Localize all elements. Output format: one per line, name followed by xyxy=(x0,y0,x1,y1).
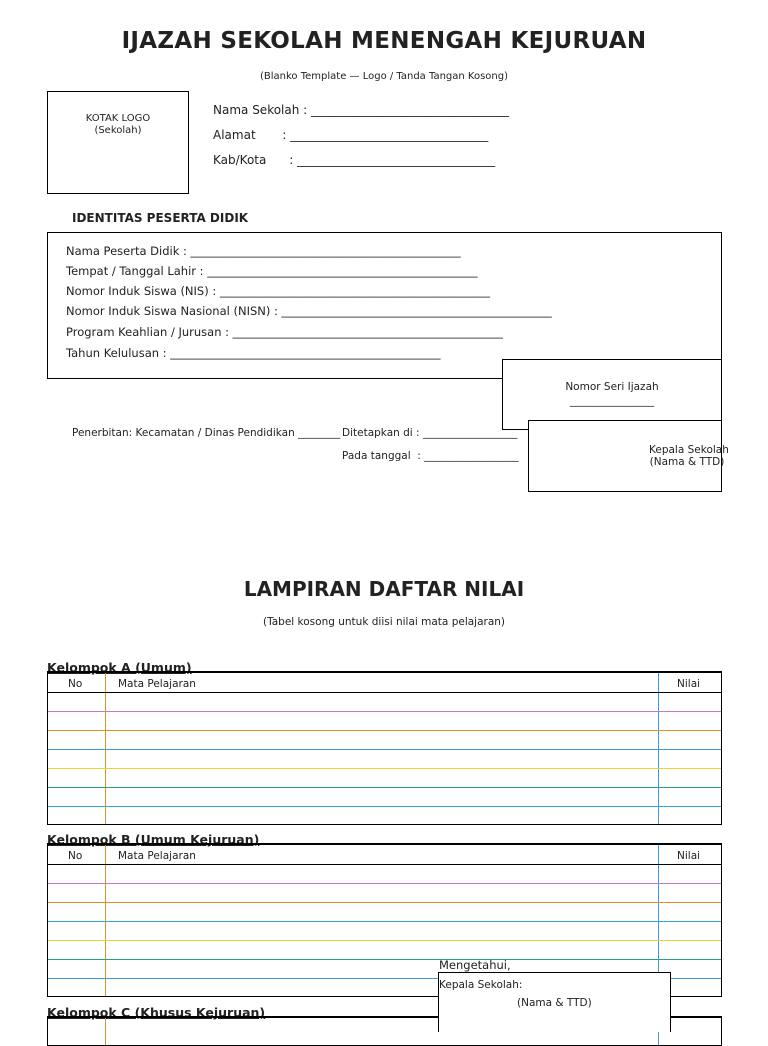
table-header xyxy=(48,845,721,864)
group-b-label: Kelompok B (Umum Kejuruan) xyxy=(47,832,260,847)
acknowledge-sign-note: (Nama & TTD) xyxy=(517,997,592,1009)
appendix-subtitle: (Tabel kosong untuk diisi nilai mata pelajaran) xyxy=(262,616,506,628)
col-no-divider xyxy=(105,1018,106,1045)
graduation-year-field: Tahun Kelulusan : _______________________________________________ xyxy=(66,346,441,360)
table-row xyxy=(48,864,721,865)
logo-box xyxy=(47,91,189,194)
principal-signature-text xyxy=(649,444,729,468)
student-name-field: Nama Peserta Didik : _______________________________________________ xyxy=(66,244,461,258)
table-row xyxy=(48,883,721,884)
program-field: Program Keahlian / Jurusan : _______________________________________________ xyxy=(66,325,503,339)
document-title: IJAZAH SEKOLAH MENENGAH KEJURUAN xyxy=(121,28,647,54)
school-regency-field: Kab/Kota : _________________________________ xyxy=(213,153,496,167)
nis-field: Nomor Induk Siswa (NIS) : _______________________________________________ xyxy=(66,284,491,298)
col-subject-header: Mata Pelajaran xyxy=(118,850,196,862)
table-row xyxy=(48,921,721,922)
principal-sign-note: (Nama & TTD) xyxy=(649,456,725,468)
document-subtitle: (Blanko Template — Logo / Tanda Tangan Kosong) xyxy=(259,71,508,82)
nisn-field: Nomor Induk Siswa Nasional (NISN) : _______________________________________________ xyxy=(66,304,552,318)
table-row xyxy=(48,902,721,903)
identity-heading: IDENTITAS PESERTA DIDIK xyxy=(72,211,249,225)
birth-field: Tempat / Tanggal Lahir : _______________________________________________ xyxy=(66,264,478,278)
principal-signature-box xyxy=(528,420,729,492)
col-no-header: No xyxy=(68,850,83,862)
table-row xyxy=(48,692,721,693)
acknowledge-role: Kepala Sekolah: xyxy=(439,979,523,991)
set-at-field: Ditetapkan di : __________________ xyxy=(342,427,518,439)
principal-title: Kepala Sekolah xyxy=(649,444,729,456)
appendix-title: LAMPIRAN DAFTAR NILAI xyxy=(243,577,525,601)
table-row xyxy=(48,787,721,788)
table-row xyxy=(48,730,721,731)
set-date-field: Pada tanggal : __________________ xyxy=(342,450,519,462)
col-subject-header: Mata Pelajaran xyxy=(118,678,196,690)
serial-number-blank: ________________ xyxy=(570,395,654,407)
school-name-field: Nama Sekolah : _________________________________ xyxy=(213,103,510,117)
school-address-field: Alamat : _________________________________ xyxy=(213,128,489,142)
logo-sublabel: (Sekolah) xyxy=(94,125,142,136)
col-score-header: Nilai xyxy=(677,678,701,690)
group-a-table xyxy=(47,671,722,825)
logo-placeholder-text xyxy=(48,113,188,137)
table-header xyxy=(48,673,721,692)
acknowledge-title: Mengetahui, xyxy=(439,958,511,972)
table-row xyxy=(48,806,721,807)
group-c-label: Kelompok C (Khusus Kejuruan) xyxy=(47,1005,266,1020)
table-row xyxy=(48,768,721,769)
serial-number-label: Nomor Seri Ijazah xyxy=(565,381,659,393)
col-no-header: No xyxy=(68,678,83,690)
group-a-label: Kelompok A (Umum) xyxy=(47,660,192,675)
issuer-field: Penerbitan: Kecamatan / Dinas Pendidikan ________ xyxy=(72,427,341,439)
table-row xyxy=(48,940,721,941)
col-score-header: Nilai xyxy=(677,850,701,862)
logo-label: KOTAK LOGO xyxy=(85,113,151,124)
table-row xyxy=(48,749,721,750)
table-row xyxy=(48,959,721,960)
table-row xyxy=(48,711,721,712)
